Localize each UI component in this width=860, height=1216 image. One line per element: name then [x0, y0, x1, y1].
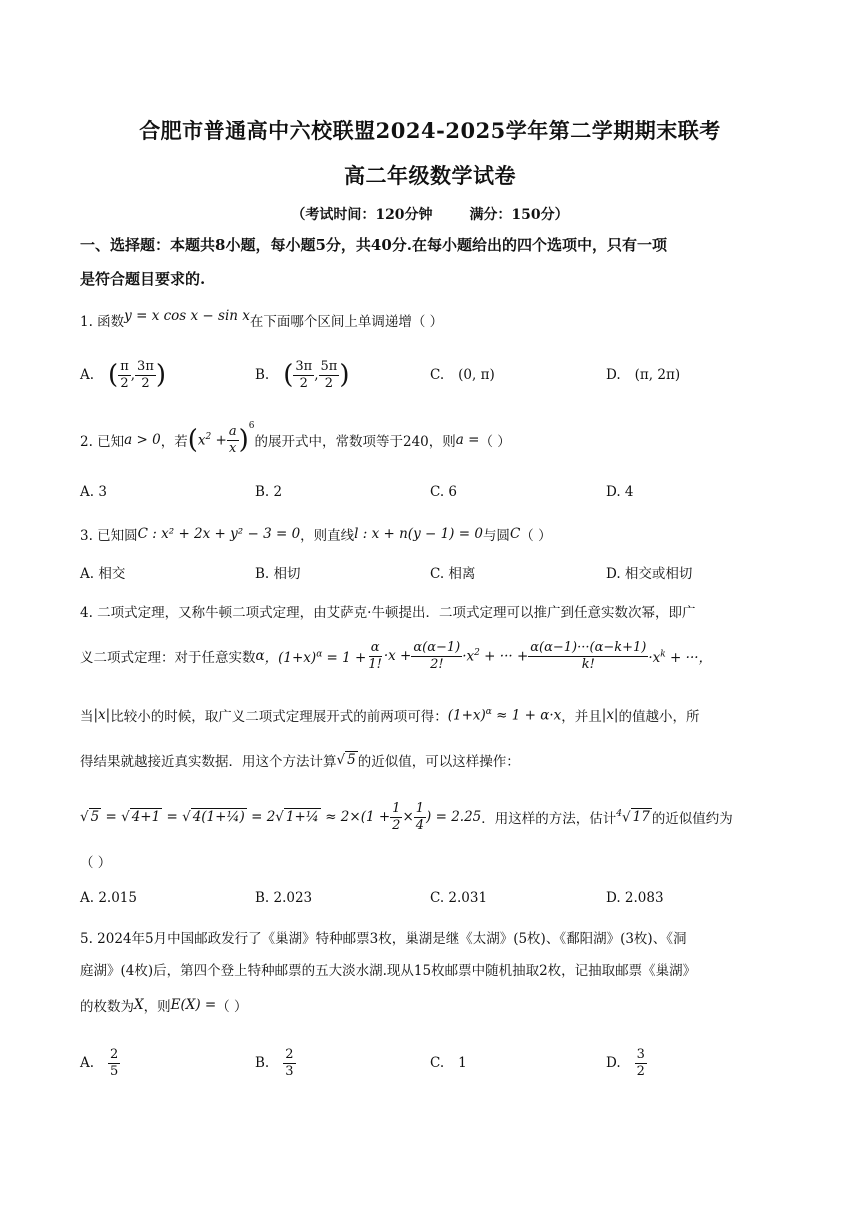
q1-function: y = x cos x − sin x — [124, 308, 250, 324]
exam-title: 合肥市普通高中六校联盟2024-2025学年第二学期期末联考 — [139, 118, 721, 143]
q2-option-c[interactable]: C. 6 — [430, 484, 458, 500]
q5-option-d[interactable]: D. $\frac{3}{2}$ — [606, 1046, 645, 1079]
q4-option-c[interactable]: C. 2.031 — [430, 890, 488, 906]
q4-line1: 4. 二项式定理，又称牛顿二项式定理，由艾萨克·牛顿提出．二项式定理可以推广到任意实数次幂，即广 — [80, 605, 696, 621]
option-label: D. — [606, 1055, 621, 1071]
option-label: A. — [80, 1055, 95, 1071]
q5-options — [80, 1043, 785, 1083]
q4-line3-c: ，并且 — [561, 709, 602, 725]
q4-paren: （ ） — [80, 855, 112, 871]
q3-option-b[interactable]: B. 相切 — [255, 566, 301, 582]
q2-paren: （ ） — [479, 434, 511, 450]
q2-option-b[interactable]: B. 2 — [255, 484, 283, 500]
q4-line3: 当 |x| 比较小的时候，取广义二项式定理展开式的前两项可得： $(1+x)^\alpha \approx 1 + \alpha\cdot x$ ，并且 |x| 的值越小，所 — [80, 706, 700, 725]
q2-options — [80, 472, 785, 512]
option-label: B. — [255, 367, 270, 383]
q5-x: X — [134, 997, 144, 1013]
option-label: C. — [430, 1055, 445, 1071]
q1-options — [80, 355, 785, 395]
q1-suffix: 在下面哪个区间上单调递增（ ） — [249, 314, 444, 330]
q1-prefix: 1. 函数 — [80, 314, 125, 330]
q2-prefix: 2. 已知 — [80, 434, 125, 450]
q5-line3-prefix: 的枚数为 — [80, 999, 134, 1015]
q1-option-a[interactable]: A. ( $\frac{\pi}{2}$ , $\frac{3\pi}{2}$ ) — [80, 358, 167, 391]
q5-line2: 庭湖》(4枚)后，第四个登上特种邮票的五大淡水湖.现从15枚邮票中随机抽取2枚，记抽取邮票《巢湖》 — [80, 963, 697, 979]
q4-line5: √ 5 = √ 4+1 = √ 4(1+¼) = 2√ 1+¼ ≈ 2×(1 + $\frac{1}{2}$ × $\frac{1}{4}$ ) = 2.25 ．用这样的方法，估计 $^4$√ 17 的近似值约为 — [80, 800, 733, 833]
q5-option-a[interactable]: A. $\frac{2}{5}$ — [80, 1046, 119, 1079]
q3-circle: C : x² + 2x + y² − 3 = 0 — [137, 526, 301, 542]
q5-option-c-value: 1 — [458, 1055, 467, 1071]
q4-line3-a: 当 — [80, 709, 94, 725]
exam-time: （考试时间：120分钟 — [291, 207, 433, 223]
q3-options — [80, 552, 785, 592]
q3-c: C — [509, 526, 521, 542]
exam-info — [0, 204, 860, 224]
q1-option-c[interactable] — [430, 355, 495, 395]
option-label: B. — [255, 1055, 270, 1071]
q5-option-c[interactable] — [430, 1043, 467, 1083]
q4-line2-prefix: 义二项式定理：对于任意实数 — [80, 650, 256, 666]
full-score: 满分：150分） — [469, 207, 569, 223]
q3-option-a[interactable]: A. 相交 — [80, 566, 126, 582]
q5-option-b[interactable]: B. $\frac{2}{3}$ — [255, 1046, 294, 1079]
q5-line3-mid: ，则 — [143, 999, 171, 1015]
q1-option-c-value: (0, π) — [458, 367, 495, 383]
q4-line2: 义二项式定理：对于任意实数 α ，$(1+x)^\alpha = 1$ + $\frac{\alpha}{1!}$ ·x + $\frac{\alpha(\alpha-1)}{2!}$ $\cdot x^2$ + ··· + $\frac{\alpha(\alpha-1)\cdot\cdot\cdot(\alpha-k+1)}{k!}$ $\cdot x^k$ + ···， — [80, 639, 713, 672]
q3-option-c[interactable]: C. 相离 — [430, 566, 476, 582]
q5-paren: （ ） — [216, 999, 248, 1015]
q4-option-d[interactable]: D. 2.083 — [606, 890, 664, 906]
q4-line3-b: 比较小的时候，取广义二项式定理展开式的前两项可得： — [110, 709, 448, 725]
q4-line3-d: 的值越小，所 — [618, 709, 700, 725]
q5-line3 — [80, 993, 785, 1017]
q3-suffix: 与圆 — [482, 528, 510, 544]
q1-option-d-value: (π, 2π) — [634, 367, 681, 383]
q1-option-b[interactable]: B. ( $\frac{3\pi}{2}$ , $\frac{5\pi}{2}$ ) — [255, 358, 350, 391]
q3-mid: ，则直线 — [300, 528, 355, 544]
q4-line5-tail2: 的近似值约为 — [651, 811, 733, 827]
q4-line4-text: 得结果就越接近真实数据．用这个方法计算 — [80, 754, 337, 770]
q2-ask: a = — [455, 432, 480, 448]
section-heading-line1: 一、选择题：本题共8小题，每小题5分，共40分.在每小题给出的四个选项中，只有一项 — [80, 236, 667, 254]
option-label: C. — [430, 367, 445, 383]
q4-option-b[interactable]: B. 2.023 — [255, 890, 313, 906]
q2-suffix: 的展开式中，常数项等于240，则 — [254, 434, 456, 450]
q5-ex: E(X) = — [170, 997, 217, 1013]
q3-paren: （ ） — [520, 528, 552, 544]
q4-line4: 得结果就越接近真实数据．用这个方法计算 √ 5 的近似值，可以这样操作： — [80, 752, 520, 770]
q3-line: l : x + n(y − 1) = 0 — [354, 526, 483, 542]
q2-mid: ，若 — [160, 434, 188, 450]
q3-prefix: 3. 已知圆 — [80, 528, 138, 544]
q4-line4-b: 的近似值，可以这样操作： — [357, 754, 520, 770]
q4-line5-tail: ．用这样的方法，估计 — [481, 811, 617, 827]
q5-line1: 5. 2024年5月中国邮政发行了《巢湖》特种邮票3枚，巢湖是继《太湖》(5枚)、《鄱阳湖》(3枚)、《洞 — [80, 931, 687, 947]
q2-option-a[interactable]: A. 3 — [80, 484, 107, 500]
exam-subtitle: 高二年级数学试卷 — [344, 163, 516, 188]
section-heading — [80, 228, 785, 296]
q2-condition: a > 0 — [124, 432, 161, 448]
q4-result: = 2.25 — [435, 809, 482, 825]
question-3 — [80, 522, 785, 546]
question-1 — [80, 308, 785, 332]
q4-option-a[interactable]: A. 2.015 — [80, 890, 137, 906]
question-2: 2. 已知 a > 0 ，若 ( $x^2$ + $\frac{a}{x}$ ) $^6$ 的展开式中，常数项等于240，则 a = （ ） — [80, 421, 511, 456]
q3-option-d[interactable]: D. 相交或相切 — [606, 566, 693, 582]
q4-alpha: α — [255, 648, 265, 664]
q1-option-d[interactable] — [606, 355, 680, 395]
q4-options — [80, 878, 785, 918]
option-label: D. — [606, 367, 621, 383]
option-label: A. — [80, 367, 95, 383]
q2-option-d[interactable]: D. 4 — [606, 484, 634, 500]
section-heading-line2: 是符合题目要求的. — [80, 270, 206, 288]
